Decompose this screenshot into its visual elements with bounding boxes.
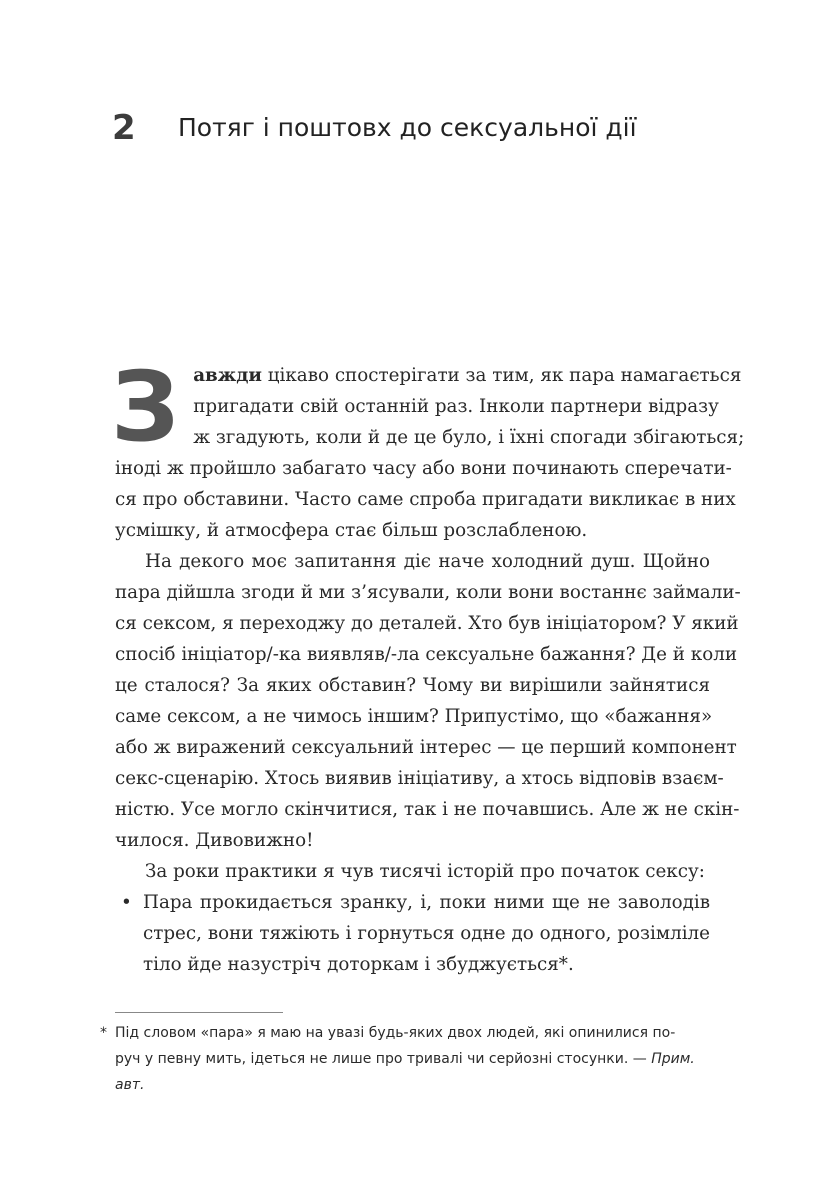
text-line: стрес, вони тяжіють і горнуться одне до одного, розімліле xyxy=(143,923,710,944)
lead-word: авжди xyxy=(193,365,262,386)
footnote-line: Під словом «пара» я маю на увазі будь-яких двох людей, які опинилися по- xyxy=(115,1025,676,1041)
text-line: тіло йде назустріч доторкам і збуджується*. xyxy=(143,954,574,975)
text-line: усмішку, й атмосфера стає більш розслабленою. xyxy=(115,520,588,541)
text-line: секс-сценарію. Хтось виявив ініціативу, а хтось відповів взаєм- xyxy=(115,768,724,789)
paragraph-2 xyxy=(115,546,741,856)
text-line: За роки практики я чув тисячі історій про початок сексу: xyxy=(145,861,705,882)
text-line: На декого моє запитання діє наче холодний душ. Щойно xyxy=(145,551,710,572)
text-line: ністю. Усе могло скінчитися, так і не почавшись. Але ж не скін- xyxy=(115,799,740,820)
chapter-title: Потяг і поштовх до сексуальної дії xyxy=(178,113,637,142)
text-line: іноді ж пройшло забагато часу або вони починають сперечати- xyxy=(115,458,732,479)
text-line: ся сексом, я переходжу до деталей. Хто був ініціатором? У який xyxy=(115,613,739,634)
text-line: чилося. Дивовижно! xyxy=(115,830,314,851)
list-item xyxy=(115,887,710,980)
footnote-divider xyxy=(115,1012,283,1013)
drop-cap: З xyxy=(111,351,180,463)
text-line: саме сексом, а не чимось іншим? Припустімо, що «бажання» xyxy=(115,706,713,727)
text-line: ся про обставини. Часто саме спроба пригадати викликає в них xyxy=(115,489,736,510)
footnote-line: авт. xyxy=(115,1077,145,1093)
footnote-line: руч у певну мить, ідеться не лише про тривалі чи серйозні стосунки. — Прим. xyxy=(115,1051,695,1067)
text-line: Пара прокидається зранку, і, поки ними ще не заволодів xyxy=(143,892,710,913)
paragraph-3 xyxy=(115,856,710,887)
text-line: це сталося? За яких обставин? Чому ви вирішили зайнятися xyxy=(115,675,710,696)
footnote xyxy=(100,1020,712,1098)
text-line: ж згадують, коли й де це було, і їхні спогади збігаються; xyxy=(193,427,745,448)
text-line: спосіб ініціатор/-ка виявляв/-ла сексуальне бажання? Де й коли xyxy=(115,644,738,665)
body-text xyxy=(111,351,745,980)
footnote-note-label: Прим. xyxy=(651,1051,695,1067)
text-line: пара дійшла згоди й ми з’ясували, коли вони востаннє займали- xyxy=(115,582,741,603)
chapter-number: 2 xyxy=(112,108,136,148)
footnote-mark: * xyxy=(100,1025,107,1041)
paragraph-1 xyxy=(115,360,745,546)
bullet-icon: • xyxy=(121,892,132,913)
text-line: авжди цікаво спостерігати за тим, як пара намагається xyxy=(193,365,742,386)
text-line: або ж виражений сексуальний інтерес — це перший компонент xyxy=(115,737,737,758)
text-line: пригадати свій останній раз. Інколи партнери відразу xyxy=(193,396,719,417)
